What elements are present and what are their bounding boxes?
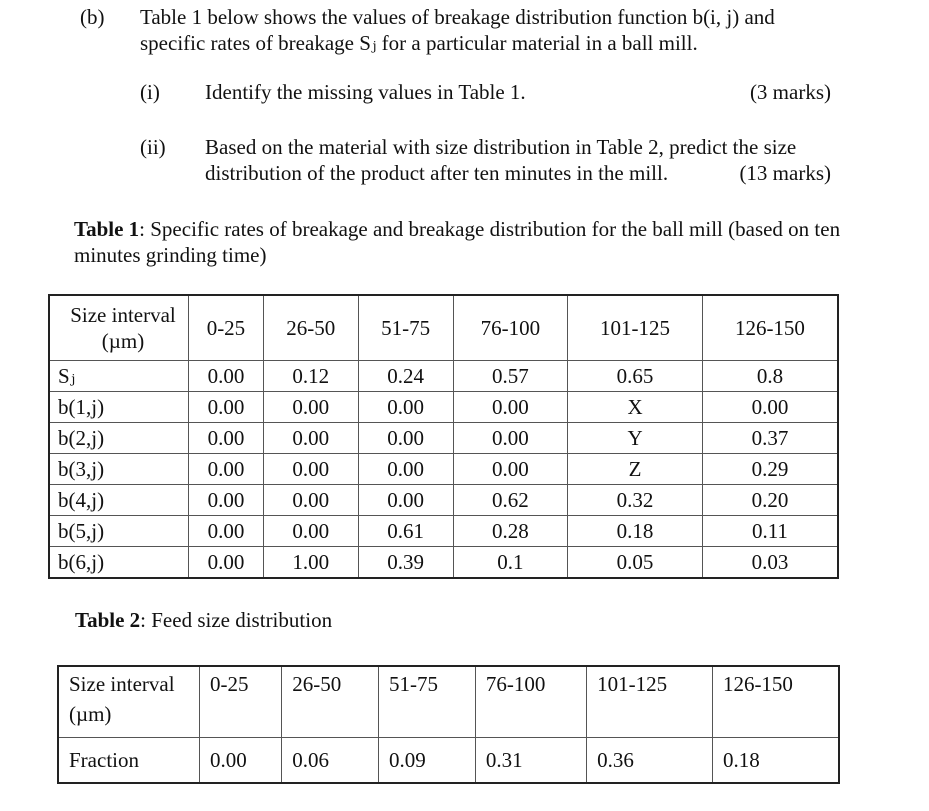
table-cell: 0.00 <box>189 361 264 392</box>
table-row <box>49 361 838 392</box>
table-cell: 0.11 <box>702 516 838 547</box>
table-row <box>58 738 839 784</box>
table-cell: 0.00 <box>358 454 453 485</box>
table-cell: 0.12 <box>263 361 358 392</box>
table2-caption-label: Table 2 <box>75 608 141 632</box>
table-cell: 0.00 <box>453 423 568 454</box>
table2-column-header: 26-50 <box>282 666 379 738</box>
table-cell: 0.00 <box>358 392 453 423</box>
table-cell: 0.03 <box>702 547 838 579</box>
table-row <box>49 547 838 579</box>
table2 <box>57 665 840 784</box>
question-marks: (13 marks) <box>739 161 831 185</box>
table-cell: 0.00 <box>702 392 838 423</box>
table-cell: Z <box>568 454 703 485</box>
table-cell: 1.00 <box>263 547 358 579</box>
table-cell: 0.00 <box>189 454 264 485</box>
table1-column-header: 101-125 <box>568 295 703 361</box>
table2-row-label: Fraction <box>58 738 200 784</box>
table-cell: 0.00 <box>263 423 358 454</box>
table1-column-header: 26-50 <box>263 295 358 361</box>
question-text: Identify the missing values in Table 1. <box>205 80 526 104</box>
table-cell: 0.00 <box>200 738 282 784</box>
table-row <box>49 454 838 485</box>
table2-header-label-line: (µm) <box>69 702 112 727</box>
table1-row-label: b(4,j) <box>49 485 189 516</box>
table-cell: 0.09 <box>379 738 476 784</box>
table-cell: X <box>568 392 703 423</box>
table2-caption <box>75 607 332 633</box>
table2-header-row <box>58 666 839 738</box>
table-cell: 0.00 <box>189 516 264 547</box>
table1-column-header: 76-100 <box>453 295 568 361</box>
table-cell: 0.29 <box>702 454 838 485</box>
table1-row-label: b(6,j) <box>49 547 189 579</box>
table1-row-label: b(3,j) <box>49 454 189 485</box>
table1-column-header: 0-25 <box>189 295 264 361</box>
table1-row-label: b(5,j) <box>49 516 189 547</box>
table-cell: 0.8 <box>702 361 838 392</box>
question-marks: (3 marks) <box>749 80 831 104</box>
table-cell: 0.57 <box>453 361 568 392</box>
table-cell: 0.65 <box>568 361 703 392</box>
table-cell: 0.32 <box>568 485 703 516</box>
question-text: Based on the material with size distribution in Table 2, predict the size <box>205 135 797 159</box>
table-cell: 0.31 <box>475 738 586 784</box>
question-text: distribution of the product after ten minutes in the mill. <box>205 161 669 185</box>
table2-column-header: 76-100 <box>475 666 586 738</box>
table-cell: 0.00 <box>453 392 568 423</box>
table2-column-header: 51-75 <box>379 666 476 738</box>
table2-header-label-line: Size interval <box>69 672 175 696</box>
table-cell: 0.00 <box>189 392 264 423</box>
table-cell: 0.00 <box>263 454 358 485</box>
table-cell: 0.05 <box>568 547 703 579</box>
question-number: (ii) <box>140 135 166 159</box>
table-cell: 0.28 <box>453 516 568 547</box>
table-cell: 0.00 <box>189 485 264 516</box>
table1-header-row <box>49 295 838 361</box>
question-number: (i) <box>140 80 160 104</box>
table1-caption <box>74 216 844 269</box>
table-cell: 0.18 <box>712 738 839 784</box>
table-cell: 0.37 <box>702 423 838 454</box>
table1-caption-text: : Specific rates of breakage and breakage distribution for the ball mill (based on ten minutes grinding time) <box>74 217 841 268</box>
table2-header-label <box>58 666 200 738</box>
table-cell: 0.00 <box>263 516 358 547</box>
table-cell: 0.00 <box>358 423 453 454</box>
part-intro-text: Table 1 below shows the values of breakage distribution function b(i, j) and specific rates of breakage Sⱼ for a particular material in a ball mill. <box>140 5 775 56</box>
table-row <box>49 423 838 454</box>
table-row <box>49 392 838 423</box>
table2-column-header: 0-25 <box>200 666 282 738</box>
table1-row-label: Sⱼ <box>49 361 189 392</box>
table1-column-header: 51-75 <box>358 295 453 361</box>
table-cell: 0.1 <box>453 547 568 579</box>
table-cell: 0.00 <box>453 454 568 485</box>
table-cell: 0.00 <box>263 392 358 423</box>
table-cell: 0.00 <box>358 485 453 516</box>
part-label: (b) <box>80 5 105 29</box>
table-cell: 0.06 <box>282 738 379 784</box>
table2-column-header: 126-150 <box>712 666 839 738</box>
table-cell: 0.61 <box>358 516 453 547</box>
table1-caption-label: Table 1 <box>74 217 140 241</box>
table-cell: 0.62 <box>453 485 568 516</box>
table-row <box>49 485 838 516</box>
table-cell: 0.00 <box>189 547 264 579</box>
table1 <box>48 294 839 579</box>
table1-header-label: Size interval (µm) <box>49 295 189 361</box>
table-cell: 0.20 <box>702 485 838 516</box>
table-cell: 0.18 <box>568 516 703 547</box>
table-cell: 0.39 <box>358 547 453 579</box>
table1-row-label: b(1,j) <box>49 392 189 423</box>
table-cell: 0.24 <box>358 361 453 392</box>
table-cell: 0.00 <box>189 423 264 454</box>
table2-caption-text: : Feed size distribution <box>140 608 333 632</box>
table-row <box>49 516 838 547</box>
table1-column-header: 126-150 <box>702 295 838 361</box>
table-cell: 0.36 <box>587 738 713 784</box>
table1-row-label: b(2,j) <box>49 423 189 454</box>
table2-column-header: 101-125 <box>587 666 713 738</box>
table-cell: 0.00 <box>263 485 358 516</box>
table-cell: Y <box>568 423 703 454</box>
